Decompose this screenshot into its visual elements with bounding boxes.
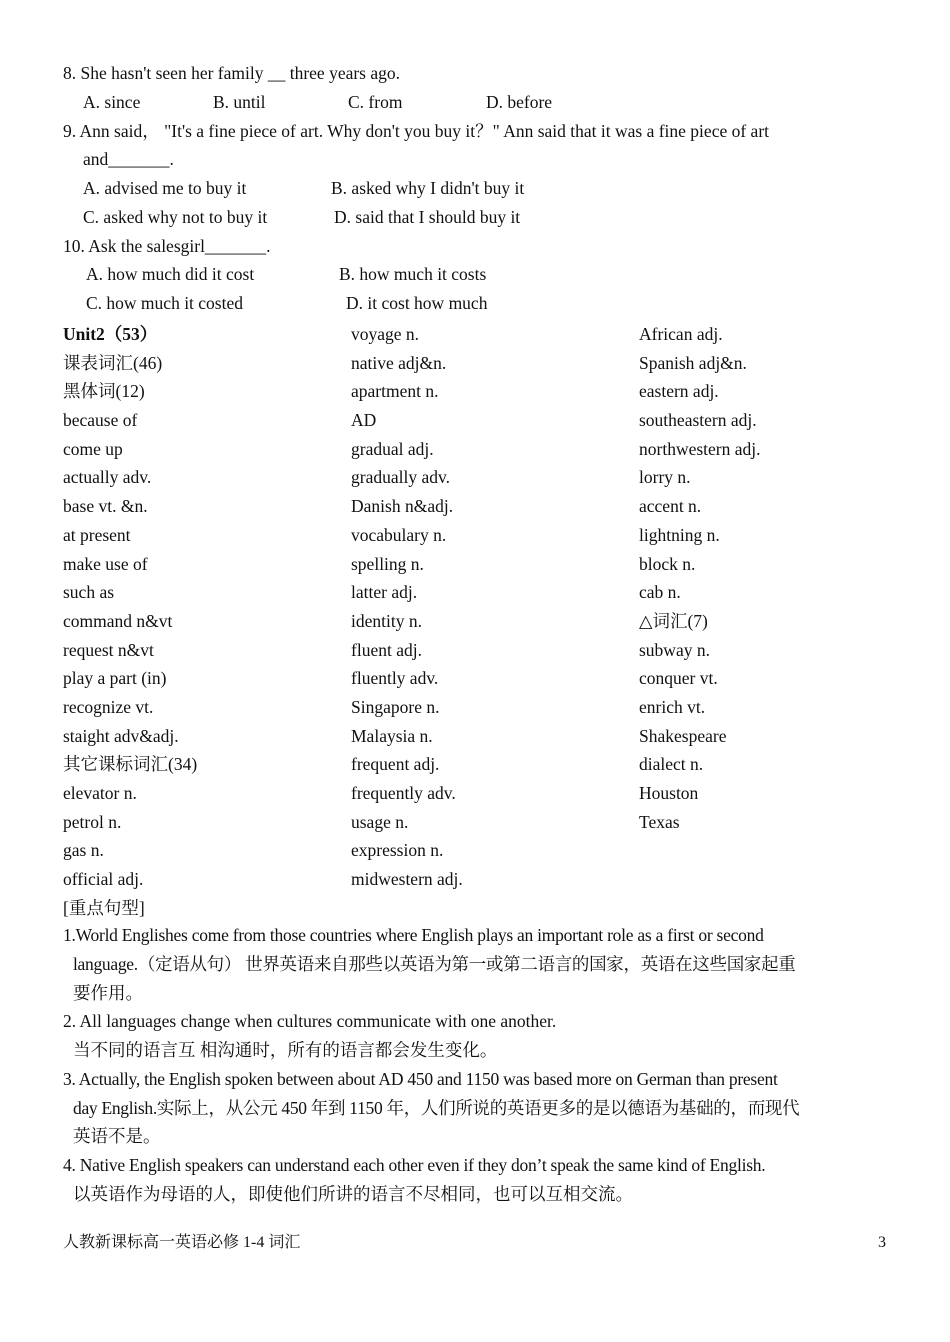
vocab-item: fluent adj. [351,639,422,660]
sentence-3-line-1: 3. Actually, the English spoken between about AD 450 and 1150 was based more on German than present [63,1069,778,1089]
question-10-option-b: B. how much it costs [339,264,487,284]
vocab-item: command n&vt [63,610,173,631]
vocab-item: expression n. [351,840,444,861]
vocab-item: gradual adj. [351,438,434,459]
vocab-item: Houston [639,783,699,803]
vocab-item: latter adj. [351,582,418,603]
sentence-1-line-1: 1.World Englishes come from those countries where English plays an important role as a first or second [63,925,764,945]
vocab-item: Danish n&adj. [351,496,454,517]
vocab-item: eastern adj. [639,381,719,402]
vocab-item: base vt. &n. [63,496,148,517]
question-9-option-c: C. asked why not to buy it [83,207,268,227]
vocab-item: Spanish adj&n. [639,352,747,373]
question-8-option-b: B. until [213,92,266,112]
vocab-column-3 [639,320,761,836]
vocab-item: fluently adv. [351,668,439,689]
vocab-item: native adj&n. [351,352,447,373]
vocab-item: request n&vt [63,639,154,660]
vocab-item: lorry n. [639,467,691,488]
vocab-item: make use of [63,553,148,574]
vocab-item: lightning n. [639,524,720,545]
vocab-item: Shakespeare [639,725,727,746]
vocab-item: southeastern adj. [639,410,757,431]
vocab-item: accent n. [639,496,702,517]
unit-heading: Unit2（53） [63,324,158,344]
vocab-section-heading: 其它课标词汇(34) [63,754,198,775]
question-10-option-d: D. it cost how much [346,293,488,313]
vocab-item: usage n. [351,811,409,832]
vocab-item: come up [63,438,123,459]
vocab-item: enrich vt. [639,696,706,717]
vocab-item: gradually adv. [351,467,450,488]
footer-title: 人教新课标高一英语必修 1-4 词汇 [63,1234,301,1251]
vocab-item: elevator n. [63,783,137,803]
vocab-section-heading: △词汇(7) [639,610,708,631]
vocab-item: at present [63,524,131,545]
vocab-item: voyage n. [351,324,420,344]
question-10-option-c: C. how much it costed [86,293,243,313]
vocab-item: play a part (in) [63,668,167,689]
question-9-option-b: B. asked why I didn't buy it [331,178,525,198]
sentence-2-line-1: 2. All languages change when cultures communicate with one another. [63,1011,557,1031]
question-9-stem-cont: and_______. [83,149,174,169]
vocab-item: frequent adj. [351,754,440,775]
vocab-item: subway n. [639,639,710,660]
vocab-item: frequently adv. [351,783,456,803]
question-10-stem: 10. Ask the salesgirl_______. [63,236,271,256]
question-8-option-c: C. from [348,92,403,112]
vocab-column-1 [63,320,197,922]
vocab-item: Singapore n. [351,696,440,717]
vocab-item: gas n. [63,840,104,861]
vocab-item: spelling n. [351,553,424,574]
sentence-3-line-3: 英语不是。 [73,1126,161,1146]
page-number: 3 [878,1234,886,1251]
question-9-option-d: D. said that I should buy it [334,207,521,227]
vocab-item: petrol n. [63,811,122,832]
sentence-1-line-2: language.（定语从句） 世界英语来自那些以英语为第一或第二语言的国家，英语在这些国家起重 [73,954,796,974]
vocab-item: Malaysia n. [351,725,433,746]
vocab-item: African adj. [639,324,723,344]
vocab-item: such as [63,582,115,603]
question-9-stem: 9. Ann said， "It's a fine piece of art. Why don't you buy it？" Ann said that it was a fine piece of art [63,121,770,141]
vocab-section-heading: 黑体词(12) [63,381,145,402]
question-8-option-a: A. since [83,92,141,112]
vocab-item: apartment n. [351,381,439,402]
sentence-4-line-1: 4. Native English speakers can understand each other even if they don’t speak the same kind of English. [63,1155,766,1175]
key-sentences-heading: [重点句型] [63,897,145,918]
vocab-item: dialect n. [639,754,704,775]
vocab-item: block n. [639,553,696,574]
sentence-4-line-2: 以英语作为母语的人，即使他们所讲的语言不尽相同，也可以互相交流。 [73,1184,633,1204]
sentence-2-line-2: 当不同的语言互 相沟通时，所有的语言都会发生变化。 [73,1040,498,1060]
vocab-item: because of [63,410,138,431]
vocab-item: conquer vt. [639,668,718,689]
vocab-item: midwestern adj. [351,869,463,890]
question-8-option-d: D. before [486,92,553,112]
vocab-item: cab n. [639,582,681,603]
vocab-item: Texas [639,811,680,832]
vocab-item: identity n. [351,610,422,631]
sentence-3-line-2: day English.实际上，从公元 450 年到 1150 年，人们所说的英语更多的是以德语为基础的，而现代 [73,1098,800,1118]
question-10-option-a: A. how much did it cost [86,264,255,284]
question-8-stem: 8. She hasn't seen her family __ three years ago. [63,63,401,83]
vocab-item: vocabulary n. [351,524,447,545]
sentence-1-line-3: 要作用。 [73,983,143,1003]
vocab-section-heading: 课表词汇(46) [63,352,163,373]
vocab-item: staight adv&adj. [63,725,179,746]
vocab-column-2 [351,320,463,894]
vocab-item: northwestern adj. [639,438,761,459]
vocab-item: recognize vt. [63,696,154,717]
vocab-item: official adj. [63,869,144,890]
vocab-item: actually adv. [63,467,152,488]
vocab-item: AD [351,410,377,431]
question-9-option-a: A. advised me to buy it [83,178,247,198]
